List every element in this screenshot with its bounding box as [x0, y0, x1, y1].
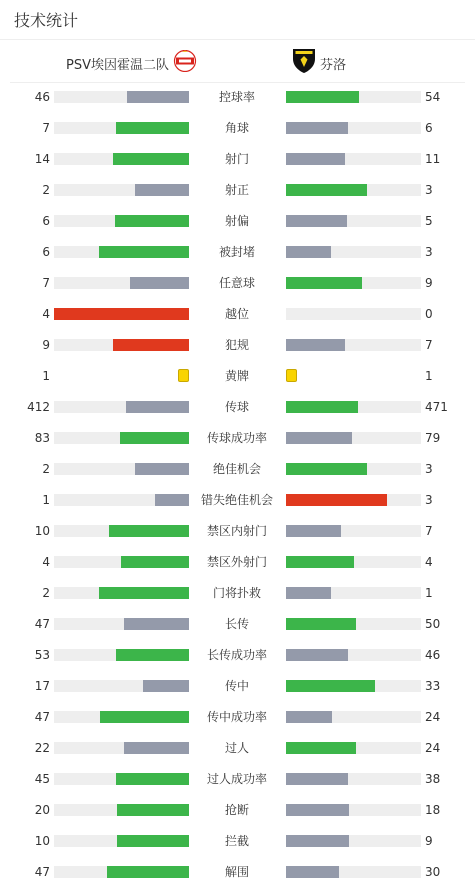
away-bar-track [286, 525, 421, 537]
away-value: 7 [425, 338, 433, 352]
home-value: 6 [42, 245, 50, 259]
stat-row [0, 237, 475, 268]
stat-label: 过人成功率 [206, 772, 267, 786]
away-value: 1 [425, 369, 433, 383]
away-bar-fill [286, 556, 354, 568]
away-value: 50 [425, 617, 441, 631]
away-value: 3 [425, 493, 433, 507]
away-team-name: 芬洛 [320, 57, 347, 73]
away-bar-fill [286, 215, 347, 227]
home-bar-fill [100, 711, 189, 723]
stat-row [0, 175, 475, 206]
away-bar-track [286, 804, 421, 816]
away-value: 6 [425, 121, 433, 135]
team-header [10, 40, 465, 83]
away-bar-track [286, 122, 421, 134]
home-value: 47 [34, 710, 50, 724]
away-value: 7 [425, 524, 433, 538]
stat-label: 门将扑救 [212, 586, 261, 600]
away-bar-fill [286, 246, 331, 258]
away-value: 54 [425, 90, 441, 104]
stat-label: 犯规 [224, 338, 249, 352]
home-value: 47 [34, 865, 50, 879]
away-value: 0 [425, 307, 433, 321]
away-bar-fill [286, 866, 339, 878]
stat-row [0, 857, 475, 888]
away-bar-track [286, 463, 421, 475]
away-bar-fill [286, 494, 387, 506]
away-bar-track [286, 680, 421, 692]
away-value: 24 [425, 741, 441, 755]
away-bar-fill [286, 742, 356, 754]
away-bar-fill [286, 587, 331, 599]
away-bar-fill [286, 153, 345, 165]
home-bar-track [54, 432, 189, 444]
home-bar-track [54, 618, 189, 630]
stat-label: 射门 [224, 152, 249, 166]
away-bar-track [286, 277, 421, 289]
stat-row [0, 206, 475, 237]
stat-label: 传球成功率 [206, 431, 267, 445]
home-bar-fill [107, 866, 189, 878]
home-value: 7 [42, 276, 50, 290]
away-bar-track [286, 556, 421, 568]
home-bar-fill [117, 835, 189, 847]
home-value: 1 [42, 493, 50, 507]
home-bar-track [54, 773, 189, 785]
stat-row [0, 609, 475, 640]
stat-label: 过人 [224, 741, 249, 755]
home-bar-fill [109, 525, 189, 537]
stat-row [0, 454, 475, 485]
home-bar-track [54, 246, 189, 258]
stat-row [0, 640, 475, 671]
home-bar-fill [115, 215, 189, 227]
away-bar-fill [286, 184, 367, 196]
away-value: 4 [425, 555, 433, 569]
stat-label: 禁区外射门 [206, 555, 267, 569]
away-value: 79 [425, 431, 441, 445]
home-bar-fill [116, 122, 189, 134]
stat-row [0, 516, 475, 547]
away-bar-track [286, 184, 421, 196]
away-value: 33 [425, 679, 441, 693]
away-bar-fill [286, 401, 358, 413]
stat-label: 禁区内射门 [206, 524, 267, 538]
home-bar-track [54, 711, 189, 723]
away-bar-fill [286, 339, 345, 351]
home-bar-fill [126, 401, 189, 413]
home-yellow-card-icon [178, 369, 189, 382]
away-bar-fill [286, 680, 375, 692]
home-bar-fill [113, 153, 189, 165]
stat-row [0, 392, 475, 423]
away-bar-fill [286, 804, 349, 816]
home-bar-track [54, 153, 189, 165]
home-bar-fill [124, 618, 189, 630]
stat-label: 传中成功率 [206, 710, 267, 724]
home-bar-fill [117, 804, 189, 816]
home-bar-fill [121, 556, 189, 568]
away-bar-track [286, 494, 421, 506]
home-value: 22 [34, 741, 50, 755]
stat-row [0, 547, 475, 578]
away-bar-track [286, 742, 421, 754]
home-value: 47 [34, 617, 50, 631]
home-value: 4 [42, 555, 50, 569]
home-bar-track [54, 463, 189, 475]
stat-row [0, 82, 475, 113]
stat-label: 传球 [224, 400, 249, 414]
away-value: 5 [425, 214, 433, 228]
stat-label: 错失绝佳机会 [200, 493, 273, 507]
away-bar-fill [286, 463, 367, 475]
stat-row [0, 113, 475, 144]
away-bar-track [286, 587, 421, 599]
home-team [66, 50, 197, 76]
home-value: 7 [42, 121, 50, 135]
away-bar-fill [286, 525, 341, 537]
home-bar-track [54, 804, 189, 816]
home-bar-track [54, 742, 189, 754]
stat-row [0, 826, 475, 857]
home-value: 10 [34, 834, 50, 848]
stat-label: 解围 [224, 865, 249, 879]
home-bar-track [54, 866, 189, 878]
stats-header [0, 0, 475, 40]
home-bar-fill [54, 308, 189, 320]
home-bar-track [54, 649, 189, 661]
home-value: 4 [42, 307, 50, 321]
stat-row [0, 733, 475, 764]
away-value: 471 [425, 400, 448, 414]
away-bar-fill [286, 277, 362, 289]
away-bar-fill [286, 432, 352, 444]
home-team-name: PSV埃因霍温二队 [66, 57, 169, 73]
away-bar-track [286, 339, 421, 351]
home-bar-track [54, 494, 189, 506]
stat-row [0, 299, 475, 330]
page-title: 技术统计 [14, 11, 79, 30]
away-bar-fill [286, 711, 332, 723]
away-value: 18 [425, 803, 441, 817]
stat-row [0, 361, 475, 392]
home-bar-fill [116, 649, 189, 661]
away-bar-track [286, 773, 421, 785]
away-bar-track [286, 246, 421, 258]
stat-row [0, 702, 475, 733]
away-bar-track [286, 401, 421, 413]
stat-label: 拦截 [224, 834, 249, 848]
home-bar-fill [127, 91, 189, 103]
home-value: 1 [42, 369, 50, 383]
stat-row [0, 485, 475, 516]
stat-label: 被封堵 [218, 245, 255, 259]
away-bar-fill [286, 649, 348, 661]
stat-row [0, 330, 475, 361]
stat-label: 长传成功率 [206, 648, 267, 662]
stat-label: 控球率 [218, 90, 255, 104]
away-value: 46 [425, 648, 441, 662]
away-bar-fill [286, 618, 356, 630]
home-bar-track [54, 525, 189, 537]
away-bar-fill [286, 122, 348, 134]
away-bar-track [286, 711, 421, 723]
home-value: 20 [34, 803, 50, 817]
home-bar-fill [130, 277, 189, 289]
away-value: 3 [425, 245, 433, 259]
stat-row [0, 764, 475, 795]
home-bar-fill [155, 494, 189, 506]
away-bar-track [286, 432, 421, 444]
stat-label: 角球 [224, 121, 249, 135]
home-value: 10 [34, 524, 50, 538]
away-team [292, 48, 346, 78]
home-bar-track [54, 277, 189, 289]
stat-label: 传中 [224, 679, 249, 693]
stats-list [0, 82, 475, 888]
home-bar-fill [124, 742, 189, 754]
home-bar-track [54, 680, 189, 692]
stat-label: 射偏 [224, 214, 249, 228]
home-bar-track [54, 122, 189, 134]
away-value: 30 [425, 865, 441, 879]
away-bar-fill [286, 91, 359, 103]
home-bar-track [54, 587, 189, 599]
home-bar-fill [99, 246, 189, 258]
stat-label: 黄牌 [224, 369, 249, 383]
home-value: 2 [42, 183, 50, 197]
stat-label: 越位 [224, 307, 249, 321]
home-bar-track [54, 215, 189, 227]
home-value: 46 [34, 90, 50, 104]
venlo-logo-icon [292, 48, 316, 78]
home-value: 53 [34, 648, 50, 662]
home-value: 412 [27, 400, 50, 414]
home-value: 2 [42, 586, 50, 600]
away-bar-track [286, 618, 421, 630]
stat-row [0, 144, 475, 175]
away-value: 9 [425, 276, 433, 290]
stat-label: 抢断 [224, 803, 249, 817]
away-value: 1 [425, 586, 433, 600]
away-bar-track [286, 215, 421, 227]
home-bar-fill [135, 463, 189, 475]
home-bar-fill [143, 680, 189, 692]
home-value: 45 [34, 772, 50, 786]
home-bar-fill [116, 773, 189, 785]
away-bar-track [286, 153, 421, 165]
home-bar-track [54, 308, 189, 320]
away-bar-track [286, 649, 421, 661]
away-yellow-card-icon [286, 369, 297, 382]
stat-label: 任意球 [218, 276, 255, 290]
away-value: 24 [425, 710, 441, 724]
home-value: 14 [34, 152, 50, 166]
away-bar-track [286, 866, 421, 878]
away-value: 38 [425, 772, 441, 786]
home-bar-fill [135, 184, 189, 196]
home-bar-track [54, 835, 189, 847]
stat-label: 射正 [224, 183, 249, 197]
stat-row [0, 795, 475, 826]
away-value: 3 [425, 462, 433, 476]
stat-label: 长传 [224, 617, 249, 631]
home-bar-fill [113, 339, 189, 351]
stat-row [0, 578, 475, 609]
away-bar-track [286, 835, 421, 847]
home-bar-track [54, 556, 189, 568]
stat-label: 绝佳机会 [212, 462, 261, 476]
home-bar-track [54, 401, 189, 413]
home-bar-fill [99, 587, 189, 599]
stat-row [0, 671, 475, 702]
home-value: 2 [42, 462, 50, 476]
home-value: 83 [34, 431, 50, 445]
home-value: 9 [42, 338, 50, 352]
away-value: 11 [425, 152, 441, 166]
stat-row [0, 268, 475, 299]
away-value: 9 [425, 834, 433, 848]
psv-logo-icon [173, 50, 197, 76]
away-bar-track [286, 91, 421, 103]
home-bar-track [54, 339, 189, 351]
home-bar-fill [120, 432, 189, 444]
away-bar-fill [286, 835, 349, 847]
home-bar-track [54, 91, 189, 103]
stat-row [0, 423, 475, 454]
away-bar-fill [286, 773, 348, 785]
home-value: 17 [34, 679, 50, 693]
home-bar-track [54, 184, 189, 196]
away-value: 3 [425, 183, 433, 197]
away-bar-track [286, 308, 421, 320]
home-value: 6 [42, 214, 50, 228]
